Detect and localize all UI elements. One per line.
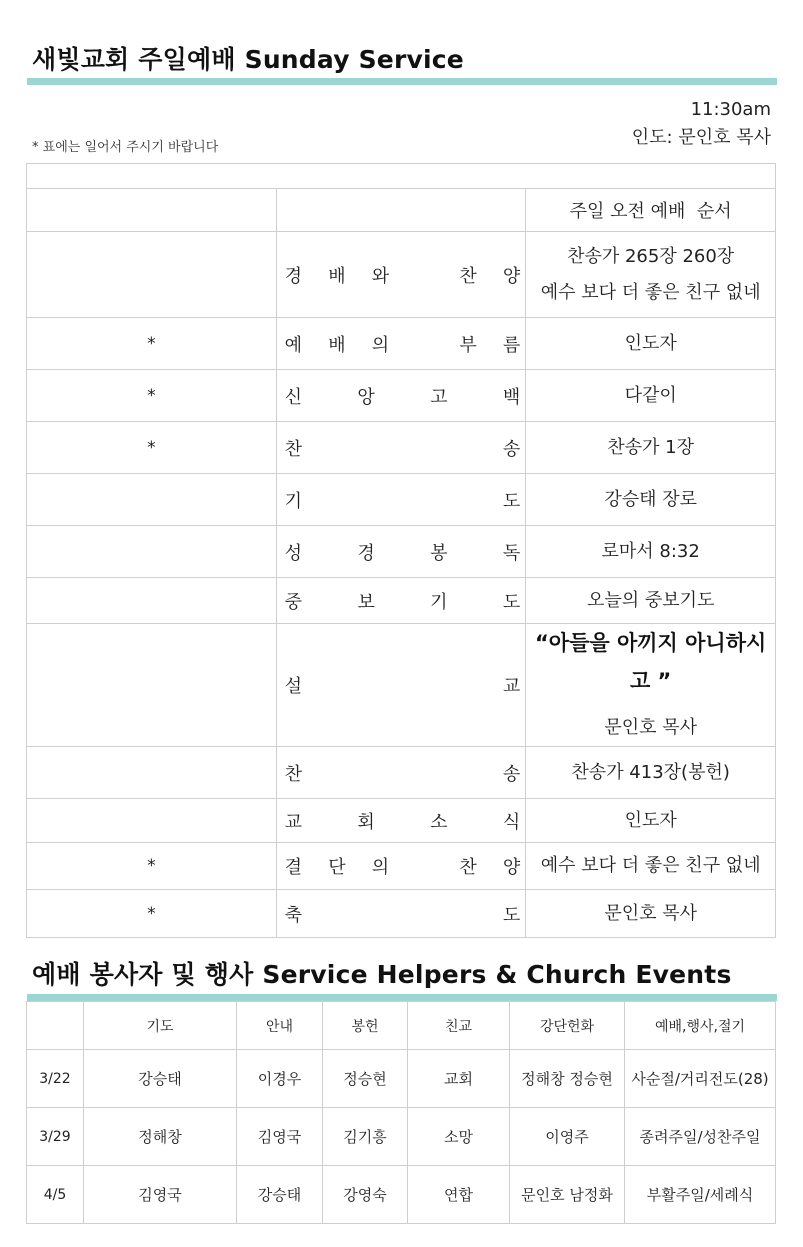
helpers-column-header	[27, 1002, 84, 1050]
order-item-content	[526, 422, 776, 474]
label-char: 백	[502, 386, 521, 408]
label-char: 송	[502, 438, 521, 460]
label-char: 와	[371, 265, 390, 287]
order-item-label-chars	[277, 539, 526, 565]
content-line: 예수 보다 더 좋은 친구 없네	[540, 855, 761, 876]
label-char: 중	[284, 591, 303, 613]
order-row	[27, 578, 776, 624]
order-item-label-chars	[277, 487, 526, 513]
helpers-cell: 정해창 정승현	[510, 1050, 625, 1108]
helpers-column-header: 예배,행사,절기	[625, 1002, 776, 1050]
label-char: 교	[284, 811, 303, 833]
standing-mark	[27, 624, 277, 747]
order-item-label-chars	[277, 901, 526, 927]
order-item-content	[526, 799, 776, 843]
content-line: 오늘의 중보기도	[586, 589, 715, 611]
label-char: 고	[430, 386, 448, 408]
helpers-cell: 이영주	[510, 1108, 625, 1166]
label-char: 신	[284, 386, 303, 408]
helpers-cell: 교회	[408, 1050, 510, 1108]
label-char: 양	[502, 857, 521, 878]
content-line: 예수 보다 더 좋은 친구 없네	[540, 281, 761, 303]
helpers-date: 3/22	[27, 1050, 84, 1108]
order-item-label	[276, 474, 526, 526]
helpers-cell: 정해창	[84, 1108, 237, 1166]
order-item-label	[276, 526, 526, 578]
standing-mark	[27, 474, 277, 526]
service-info	[632, 96, 771, 152]
content-line: 찬송가 413장(봉헌)	[571, 761, 730, 783]
order-item-label	[276, 799, 526, 843]
label-char: 경	[284, 265, 303, 287]
helpers-column-header: 안내	[237, 1002, 323, 1050]
order-item-content	[526, 624, 776, 747]
label-char: 송	[502, 763, 521, 785]
title-underline	[27, 78, 777, 85]
standing-mark	[27, 578, 277, 624]
label-char	[415, 853, 433, 879]
label-char: 성	[284, 542, 303, 564]
helpers-row	[27, 1108, 776, 1166]
content-line: 인도자	[624, 809, 677, 831]
standing-mark	[27, 799, 277, 843]
label-char: 찬	[284, 438, 303, 460]
order-item-label	[276, 578, 526, 624]
worship-order-table	[26, 163, 776, 938]
label-char: 독	[502, 542, 521, 564]
helpers-cell: 강승태	[237, 1166, 323, 1224]
standing-mark: *	[27, 318, 277, 370]
standing-mark	[27, 232, 277, 318]
service-time: 11:30am	[690, 99, 771, 120]
order-item-content	[526, 526, 776, 578]
sermon-gap	[526, 700, 775, 710]
label-char: 찬	[459, 265, 477, 287]
helpers-cell: 김영국	[84, 1166, 237, 1224]
order-item-label	[276, 624, 526, 747]
order-row	[27, 624, 776, 747]
order-row	[27, 843, 776, 890]
content-line: 찬송가 1장	[607, 436, 695, 458]
helpers-date: 4/5	[27, 1166, 84, 1224]
label-char: 의	[371, 334, 390, 356]
label-char: 소	[430, 811, 448, 833]
helpers-cell: 정승현	[323, 1050, 408, 1108]
label-char: 배	[328, 334, 346, 356]
order-row	[27, 370, 776, 422]
helpers-header-row	[27, 1002, 776, 1050]
order-item-label	[276, 232, 526, 318]
label-char: 식	[502, 811, 521, 833]
standing-mark: *	[27, 843, 277, 890]
order-heading: 주일 오전 예배 순서	[526, 189, 776, 232]
order-item-label-chars	[277, 383, 526, 409]
content-line: 인도자	[624, 332, 677, 354]
order-top-row	[27, 164, 776, 189]
helpers-row	[27, 1050, 776, 1108]
label-char: 도	[502, 591, 521, 613]
content-line: 강승태 장로	[604, 488, 697, 510]
standing-mark: *	[27, 890, 277, 938]
label-char: 회	[357, 811, 375, 833]
order-item-content	[526, 370, 776, 422]
helpers-cell: 부활주일/세례식	[625, 1166, 776, 1224]
order-item-content	[526, 318, 776, 370]
order-row	[27, 422, 776, 474]
helpers-cell: 종려주일/성찬주일	[625, 1108, 776, 1166]
order-row	[27, 232, 776, 318]
helpers-cell: 강영숙	[323, 1166, 408, 1224]
order-item-content	[526, 747, 776, 799]
label-char: 배	[328, 265, 346, 287]
helpers-title-underline	[27, 994, 777, 1001]
order-item-label	[276, 422, 526, 474]
order-item-label-chars	[277, 760, 526, 786]
label-char: 부	[459, 334, 477, 356]
standing-mark: *	[27, 370, 277, 422]
label-char	[415, 262, 433, 288]
order-item-content	[526, 232, 776, 318]
content-line: 찬송가 265장 260장	[567, 245, 735, 267]
order-heading-mark	[27, 189, 277, 232]
order-row	[27, 890, 776, 938]
order-item-label	[276, 747, 526, 799]
label-char: 기	[430, 591, 448, 613]
label-char: 봉	[430, 542, 448, 564]
order-item-label	[276, 890, 526, 938]
order-item-label-chars	[277, 808, 526, 834]
label-char: 찬	[459, 857, 477, 878]
helpers-column-header: 봉헌	[323, 1002, 408, 1050]
standing-mark	[27, 526, 277, 578]
order-item-label-chars	[277, 331, 526, 357]
helpers-cell: 사순절/거리전도(28)	[625, 1050, 776, 1108]
service-leader: 인도: 문인호 목사	[631, 127, 771, 148]
content-line: 문인호 목사	[604, 902, 697, 924]
order-item-content	[526, 890, 776, 938]
order-item-label-chars	[277, 853, 526, 879]
helpers-cell: 이경우	[237, 1050, 323, 1108]
order-heading-row	[27, 189, 776, 232]
content-line: 문인호 목사	[604, 717, 697, 738]
label-char	[415, 331, 433, 357]
helpers-column-header: 친교	[408, 1002, 510, 1050]
order-item-content	[526, 843, 776, 890]
order-row	[27, 747, 776, 799]
helpers-date: 3/29	[27, 1108, 84, 1166]
label-char: 예	[284, 334, 303, 356]
standing-mark: *	[27, 422, 277, 474]
label-char: 보	[357, 591, 375, 613]
label-char: 설	[284, 676, 303, 697]
order-heading-label	[276, 189, 526, 232]
order-item-label-chars	[277, 588, 526, 614]
helpers-cell: 김기흥	[323, 1108, 408, 1166]
label-char: 름	[502, 334, 521, 356]
page-title: 새빛교회 주일예배 Sunday Service	[32, 45, 464, 74]
content-line: 로마서 8:32	[601, 540, 700, 562]
standing-mark	[27, 747, 277, 799]
order-item-label-chars	[277, 262, 526, 288]
order-row	[27, 318, 776, 370]
standing-note: * 표에는 일어서 주시기 바랍니다	[32, 140, 219, 155]
order-item-label	[276, 318, 526, 370]
order-item-label	[276, 370, 526, 422]
order-row	[27, 526, 776, 578]
label-char: 단	[328, 857, 346, 878]
label-char: 찬	[284, 763, 303, 785]
order-item-label	[276, 843, 526, 890]
label-char: 앙	[357, 386, 375, 408]
label-char: 양	[502, 265, 521, 287]
label-char: 기	[284, 490, 303, 512]
order-top-cell	[27, 164, 776, 189]
helpers-column-header: 강단헌화	[510, 1002, 625, 1050]
helpers-table	[26, 1001, 776, 1224]
sermon-title: “아들을 아끼지 아니하시고 ”	[535, 631, 767, 693]
order-row	[27, 799, 776, 843]
order-item-label-chars	[277, 672, 526, 698]
helpers-row	[27, 1166, 776, 1224]
helpers-cell: 소망	[408, 1108, 510, 1166]
helpers-cell: 강승태	[84, 1050, 237, 1108]
order-item-label-chars	[277, 435, 526, 461]
helpers-cell: 김영국	[237, 1108, 323, 1166]
label-char: 경	[357, 542, 375, 564]
order-item-content	[526, 578, 776, 624]
label-char: 교	[502, 676, 521, 697]
label-char: 축	[284, 904, 303, 926]
label-char: 도	[502, 904, 521, 926]
helpers-cell: 연합	[408, 1166, 510, 1224]
content-line: 다같이	[624, 384, 677, 406]
order-row	[27, 474, 776, 526]
order-item-content	[526, 474, 776, 526]
label-char: 결	[284, 857, 303, 878]
helpers-column-header: 기도	[84, 1002, 237, 1050]
helpers-cell: 문인호 남정화	[510, 1166, 625, 1224]
label-char: 의	[371, 857, 390, 878]
helpers-title: 예배 봉사자 및 행사 Service Helpers & Church Events	[32, 960, 732, 989]
label-char: 도	[502, 490, 521, 512]
